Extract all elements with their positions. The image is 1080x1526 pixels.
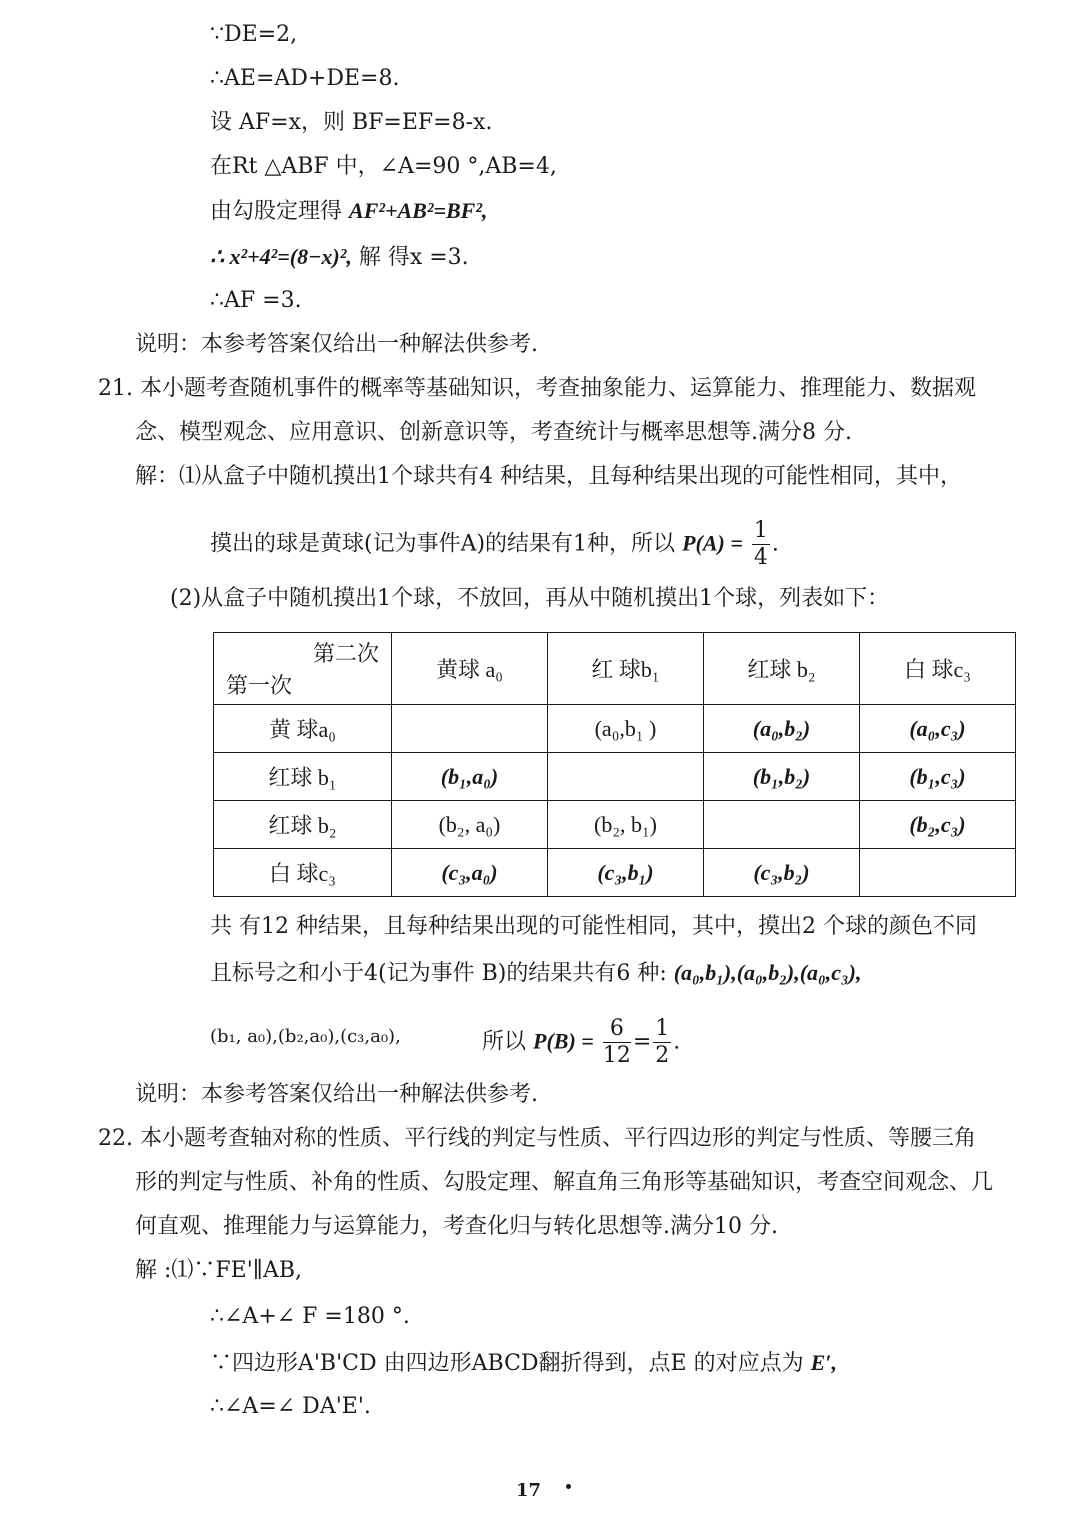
fraction (653, 1016, 671, 1069)
text-fragment: 摸出的球是黄球(记为事件A)的结果有1种，所以 (210, 531, 676, 557)
text-fragment: 解 得x =3. (358, 245, 469, 270)
table-cell (704, 801, 860, 849)
column-header: 红 球b₁ (548, 633, 704, 705)
row-header: 红球 b₂ (214, 801, 392, 849)
fraction-denominator: 12 (602, 1043, 631, 1068)
column-header: 白 球c₃ (860, 633, 1016, 705)
text-fragment: 由勾股定理得 (210, 199, 343, 224)
equation: P(B) = (533, 1028, 594, 1054)
outcome-table (213, 632, 1016, 897)
corner-label-second: 第二次 (312, 641, 379, 666)
table-cell: (c₃,a₀) (392, 849, 548, 897)
text-line: 摸出的球是黄球(记为事件A)的结果有1种，所以 P(A) = $\frac{1}{4}$ . (210, 518, 779, 570)
equation: E′, (810, 1350, 837, 1375)
table-cell: (a₀,c₃) (860, 705, 1016, 753)
text-line: 在Rt △ABF 中，∠A=90 °,AB=4, (210, 154, 557, 179)
column-header: 黄球 a₀ (392, 633, 548, 705)
text-fragment: ∵四边形A'B'CD 由四边形ABCD翻折得到，点E 的对应点为 (210, 1351, 804, 1376)
text-line: ∴∠A+∠ F =180 °. (210, 1304, 410, 1329)
text-line (210, 196, 487, 227)
text-line: ∴AE=AD+DE=8. (210, 66, 400, 91)
column-header: 红球 b₂ (704, 633, 860, 705)
equation: P(A) = (682, 530, 743, 556)
table-cell (392, 705, 548, 753)
equation: AF²+AB²=BF², (349, 198, 488, 223)
text-line: 设 AF=x，则 BF=EF=8-x. (210, 110, 493, 135)
row-header: 红球 b₁ (214, 753, 392, 801)
equals-sign: = (632, 1029, 652, 1055)
corner-label-first: 第一次 (226, 673, 293, 698)
note-line: 说明：本参考答案仅给出一种解法供参考. (135, 1082, 538, 1107)
table-cell: (b₂,c₃) (860, 801, 1016, 849)
text-line: 所以 P(B) = $\frac{6}{12}$ = $\frac{1}{2}$ . (482, 1016, 681, 1068)
text-fragment: 且标号之和小于4(记为事件 B)的结果共有6 种: (210, 961, 667, 986)
text-line: (b₁, a₀),(b₂,a₀),(c₃,a₀), (210, 1026, 401, 1047)
text-line: ∴AF =3. (210, 288, 302, 313)
question-heading: 22. 本小题考查轴对称的性质、平行线的判定与性质、平行四边形的判定与性质、等腰三角 (98, 1126, 976, 1151)
table-cell: (a₀,b₂) (704, 705, 860, 753)
table-cell (860, 849, 1016, 897)
question-heading: 21. 本小题考查随机事件的概率等基础知识，考查抽象能力、运算能力、推理能力、数据观 (98, 376, 976, 401)
text-line: (2)从盒子中随机摸出1个球，不放回，再从中随机摸出1个球，列表如下： (170, 586, 890, 611)
text-line (210, 1348, 837, 1379)
fraction (603, 1016, 631, 1069)
fraction (752, 518, 770, 571)
table-cell: (a₀,b₁ ) (548, 705, 704, 753)
fraction-numerator: 6 (603, 1016, 631, 1043)
table-cell: (b₂, b₁) (548, 801, 704, 849)
text-line: 解 :⑴∵FE'∥AB, (135, 1258, 302, 1283)
text-line: ∴∠A=∠ DA'E'. (210, 1394, 371, 1419)
row-header: 白 球c₃ (214, 849, 392, 897)
table-cell (548, 753, 704, 801)
text-line: 解：⑴从盒子中随机摸出1个球共有4 种结果，且每种结果出现的可能性相同，其中， (135, 464, 962, 489)
table-cell: (b₁,c₃) (860, 753, 1016, 801)
text-line: 何直观、推理能力与运算能力，考查化归与转化思想等.满分10 分. (135, 1214, 778, 1239)
table-corner-cell (214, 633, 392, 705)
text-line: 形的判定与性质、补角的性质、勾股定理、解直角三角形等基础知识，考查空间观念、几 (135, 1170, 994, 1195)
fraction-denominator: 2 (655, 1043, 670, 1068)
row-header: 黄 球a₀ (214, 705, 392, 753)
fraction-denominator: 4 (753, 545, 768, 570)
table-cell: (c₃,b₂) (704, 849, 860, 897)
footer-dot (566, 1484, 571, 1489)
table-cell: (b₁,b₂) (704, 753, 860, 801)
table-cell: (b₂, a₀) (392, 801, 548, 849)
table-cell: (b₁,a₀) (392, 753, 548, 801)
equation: ∴ x²+4²=(8−x)², (210, 244, 352, 269)
fraction-numerator: 1 (753, 518, 768, 543)
page-number: 17 (516, 1480, 542, 1501)
text-line (210, 958, 861, 989)
equation: (a₀,b₁),(a₀,b₂),(a₀,c₃), (673, 960, 862, 985)
text-line: 念、模型观念、应用意识、创新意识等，考查统计与概率思想等.满分8 分. (135, 420, 852, 445)
note-line: 说明：本参考答案仅给出一种解法供参考. (135, 332, 538, 357)
text-line: ∵DE=2, (210, 22, 298, 47)
text-line (210, 242, 469, 273)
text-line: 共 有12 种结果，且每种结果出现的可能性相同，其中，摸出2 个球的颜色不同 (210, 914, 977, 939)
text-fragment: 所以 (482, 1029, 527, 1055)
fraction-numerator: 1 (655, 1016, 670, 1041)
table-cell: (c₃,b₁) (548, 849, 704, 897)
